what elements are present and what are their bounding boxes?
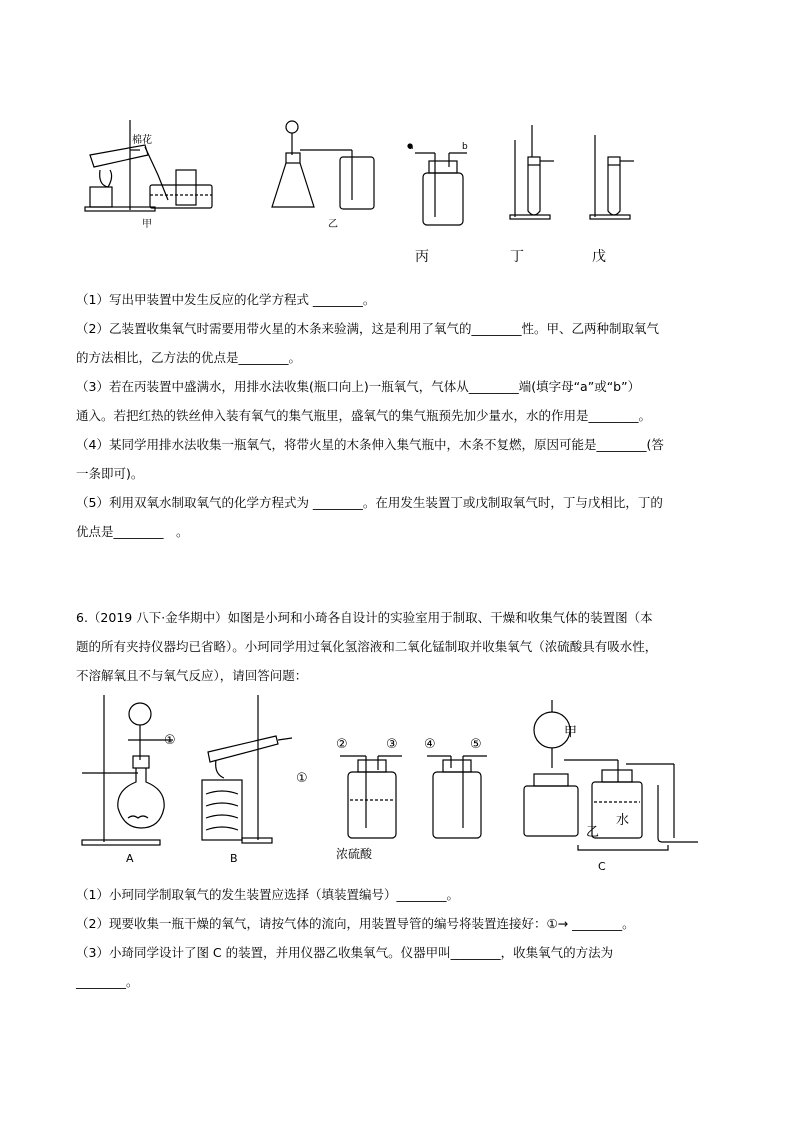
q6-part3-line2: ________。 (76, 974, 139, 989)
q5-part2-line1: （2）乙装置收集氧气时需要用带火星的木条来验满，这是利用了氧气的________性。甲、乙两种制取氧气 (76, 321, 659, 336)
apparatus-figure-2 (78, 690, 698, 875)
label-A: A (126, 852, 134, 865)
label-water: 水 (616, 813, 630, 828)
label-n4: ④ (424, 737, 436, 752)
apparatus-ding (510, 125, 554, 219)
apparatus-empty-bottle (427, 756, 487, 838)
label-n1-A: ① (164, 733, 176, 748)
q5-part1: （1）写出甲装置中发生反应的化学方程式 ________。 (76, 292, 376, 307)
label-jia-C: 甲 (564, 725, 578, 740)
question-6-parts (76, 880, 726, 996)
label-n2: ② (336, 737, 348, 752)
q5-part2-line2: 的方法相比，乙方法的优点是________。 (76, 350, 302, 365)
q6-part1: （1）小珂同学制取氧气的发生装置应选择（填装置编号）________。 (76, 887, 459, 902)
label-b: b (462, 142, 468, 152)
question-5 (76, 285, 726, 546)
label-yi: 乙 (328, 219, 338, 230)
apparatus-wu (590, 135, 634, 219)
label-n3: ③ (386, 737, 398, 752)
apparatus-A (82, 695, 173, 845)
question-6-intro (76, 603, 726, 690)
q5-part4-line1: （4）某同学用排水法收集一瓶氧气，将带火星的木条伸入集气瓶中，木条不复燃，原因可能是________(答 (76, 437, 664, 452)
apparatus-B (202, 695, 292, 843)
label-n5: ⑤ (470, 737, 482, 752)
apparatus-jia (85, 120, 212, 211)
q6-intro-line1: 6.（2019 八下·金华期中）如图是小珂和小琦各自设计的实验室用于制取、干燥和收集气体的装置图（本 (76, 610, 653, 625)
apparatus-figure-1 (80, 115, 640, 275)
q5-part5-line2: 优点是________ 。 (76, 524, 189, 539)
label-jia: 甲 (142, 219, 152, 230)
q5-part4-line2: 一条即可)。 (76, 466, 144, 481)
q6-part2: （2）现要收集一瓶干燥的氧气，请按气体的流向，用装置导管的编号将装置连接好：①→ ________。 (76, 916, 635, 931)
label-cotton: 棉花 (132, 135, 152, 146)
label-acid: 浓硫酸 (336, 847, 373, 861)
label-a: a (408, 142, 414, 152)
apparatus-C (524, 700, 698, 850)
apparatus-bing (408, 144, 467, 225)
label-B: B (230, 852, 238, 865)
label-ding: 丁 (510, 249, 524, 265)
q6-part3-line1: （3）小琦同学设计了图 C 的装置，并用仪器乙收集氧气。仪器甲叫________，收集氧气的方法为 (76, 945, 614, 960)
q6-intro-line3: 不溶解氧且不与氧气反应），请回答问题： (76, 668, 308, 683)
label-yi-C: 乙 (586, 825, 600, 840)
q6-intro-line2: 题的所有夹持仪器均已省略）。小珂同学用过氧化氢溶液和二氧化锰制取并收集氧气（浓硫酸具有吸水性， (76, 639, 658, 654)
label-wu: 戊 (592, 249, 606, 265)
apparatus-acid-bottle (340, 756, 402, 838)
q5-part5-line1: （5）利用双氧水制取氧气的化学方程式为 ________。在用发生装置丁或戊制取氧气时，丁与戊相比，丁的 (76, 495, 663, 510)
label-n1-B: ① (296, 771, 308, 786)
q5-part3-line1: （3）若在丙装置中盛满水，用排水法收集(瓶口向上)一瓶氧气，气体从________端(填字母“a”或“b”） (76, 379, 641, 394)
q5-part3-line2: 通入。若把红热的铁丝伸入装有氧气的集气瓶里，盛氧气的集气瓶预先加少量水，水的作用是________。 (76, 408, 652, 423)
label-C: C (598, 860, 606, 873)
label-bing: 丙 (415, 249, 429, 265)
apparatus-yi (272, 121, 374, 209)
